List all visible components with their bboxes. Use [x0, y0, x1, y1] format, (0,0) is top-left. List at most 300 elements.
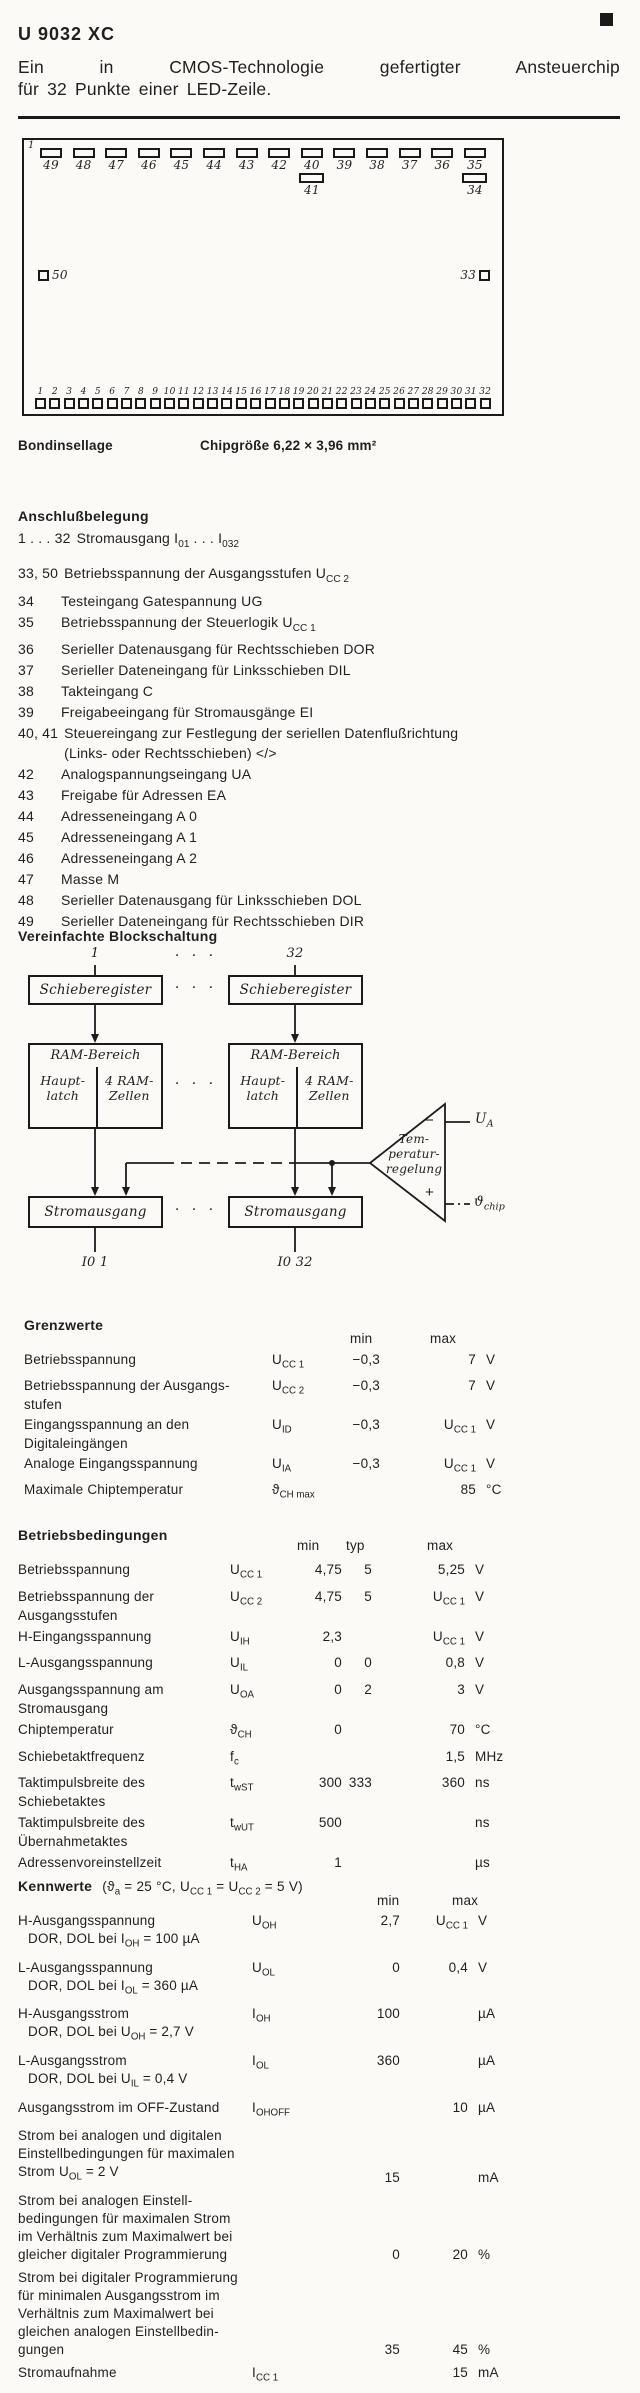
pad-number: 12 [192, 387, 205, 397]
param-name: Strom bei analogen Einstell- bedingungen für maximalen Strom im Verhältnis zum Maximalwert bei gleicher digitaler Programmierung [18, 2193, 233, 2263]
bond-pad [35, 398, 46, 409]
bond-pad-column [307, 387, 320, 409]
bond-pad [308, 398, 319, 409]
bond-pad [465, 398, 476, 409]
output-pin-label: I0 1 [81, 1255, 109, 1270]
bond-pad [203, 148, 225, 158]
value-min: 2,7 [380, 1913, 400, 1928]
unit: V [475, 1682, 485, 1698]
pin-number: 37 [18, 662, 34, 679]
value-min: −0,3 [352, 1456, 380, 1472]
analog-voltage-input-label: $U_A$ [475, 1111, 494, 1130]
param-name: Adressenvoreinstellzeit [18, 1855, 162, 1871]
pad-number-corner: 1 [28, 140, 35, 151]
table-row [18, 1587, 538, 1625]
bond-pad-column [321, 387, 334, 409]
unit: V [475, 1628, 485, 1644]
unit: µA [478, 2099, 496, 2115]
bond-pad [92, 398, 103, 409]
unit: mA [478, 2365, 499, 2381]
pin-assignment-row [18, 660, 622, 680]
param-symbol: $I_{CC 1}$ [252, 2365, 279, 2384]
bond-pad-column [378, 387, 391, 409]
bond-pad-column [264, 148, 294, 197]
pad-number: 2 [51, 387, 58, 397]
param-symbol: $U_{IA}$ [272, 1456, 292, 1475]
pad-number: 6 [109, 387, 116, 397]
pad-number: 32 [479, 387, 492, 397]
value-min: 0 [334, 1655, 342, 1671]
bond-pad [193, 398, 204, 409]
bond-pad-column [163, 387, 176, 409]
bond-pad [121, 398, 132, 409]
unit: V [475, 1588, 485, 1604]
pin-number: 43 [18, 787, 34, 804]
pin-number: 40, 41 [18, 725, 59, 742]
pin-number: 47 [18, 871, 34, 888]
right-bond-pad [460, 268, 490, 282]
bond-pad-column [464, 387, 477, 409]
bond-pad-column [460, 148, 490, 197]
pad-number: 42 [271, 158, 288, 172]
value-min: 300 [318, 1775, 342, 1791]
param-name: Eingangsspannung an den Digitaleingängen [24, 1417, 190, 1451]
unit: µA [478, 2053, 496, 2069]
param-symbol: $I_{OL}$ [252, 2053, 269, 2072]
table-row [24, 1455, 544, 1479]
unit: °C [475, 1722, 491, 1738]
table-row [18, 2364, 538, 2388]
value-min: 2,3 [322, 1628, 342, 1644]
bond-pad-column [450, 387, 463, 409]
value-min: 0 [392, 1959, 400, 1975]
bond-pad-column [264, 387, 277, 409]
pin-description: Adresseneingang A 0 [61, 808, 198, 825]
value-max [400, 2052, 468, 2094]
bond-pad [207, 398, 218, 409]
bond-pad [135, 398, 146, 409]
bond-pad [221, 398, 232, 409]
pad-number: 44 [206, 158, 222, 172]
pad-number: 19 [292, 387, 305, 397]
bond-pad-column [149, 387, 162, 409]
value-max: $U_{CC 1}$ [443, 1417, 476, 1436]
param-symbol: $ϑ_{CH max}$ [272, 1482, 315, 1502]
bond-pad [64, 398, 75, 409]
bond-pad [236, 148, 258, 158]
param-symbol: $U_{CC 1}$ [230, 1562, 263, 1581]
table-row [18, 2052, 538, 2094]
bond-pad [479, 270, 490, 281]
bond-pad-column [292, 387, 305, 409]
param-symbol: $U_{OA}$ [230, 1682, 254, 1701]
param-condition: DOR, DOL bei $I_{OL} = 360$ µA [28, 1977, 199, 1997]
bond-pad-column [436, 387, 449, 409]
column-header-typ: typ [346, 1538, 365, 1553]
pad-number: 10 [163, 387, 176, 397]
pin-description: Betriebsspannung der Ausgangsstufen $U_{CC 2}$ [64, 564, 350, 585]
pin-description: Stromausgang $I_{01}$ . . . $I_{032}$ [76, 530, 239, 550]
param-symbol: $U_{CC 2}$ [230, 1588, 263, 1608]
value-typ: 333 [348, 1775, 372, 1791]
bond-pad-column [101, 148, 131, 197]
section-heading-betriebsbedingungen: Betriebsbedingungen [18, 1526, 168, 1543]
bond-pad-column [395, 148, 425, 197]
value-typ [342, 1627, 372, 1652]
pad-number: 35 [467, 158, 483, 172]
value-min: 0 [392, 2247, 400, 2263]
kennwerte-condition: ($ϑ_a = 25$ °C, $U_{CC 1} = U_{CC 2} = 5$ V) [102, 1878, 303, 1898]
value-typ: 5 [364, 1562, 372, 1577]
param-symbol: $U_{OH}$ [252, 1913, 277, 1932]
bond-pad [301, 148, 323, 158]
pad-number: 22 [335, 387, 348, 397]
unit: V [486, 1352, 496, 1367]
param-name: Chiptemperatur [18, 1722, 114, 1738]
param-name: Betriebsspannung [24, 1352, 137, 1367]
bond-pad [265, 398, 276, 409]
bond-pad [73, 148, 95, 158]
pin-number: 33, 50 [18, 564, 59, 581]
pad-number: 15 [235, 387, 248, 397]
pin-number: 42 [18, 766, 34, 783]
param-name: Betriebsspannung [18, 1562, 131, 1577]
pad-number: 33 [460, 268, 476, 282]
bond-pad [351, 398, 362, 409]
pad-number: 7 [123, 387, 130, 397]
pin-number: 35 [18, 613, 34, 630]
value-max: 7 [468, 1378, 476, 1394]
column-index-label: 1 [90, 946, 100, 961]
param-symbol: $U_{OL}$ [252, 1959, 275, 1979]
bond-pad-column [235, 387, 248, 409]
pin-assignment-row [18, 890, 622, 910]
bond-pad [462, 173, 487, 183]
param-name: H-Ausgangsstrom DOR, DOL bei $U_{OH} = 2,7$ V [18, 2005, 252, 2047]
section-heading-anschlussbelegung: Anschlußbelegung [18, 507, 149, 524]
value-max: 360 [441, 1775, 465, 1791]
pad-number: 27 [407, 387, 420, 397]
table-row [18, 1627, 538, 1652]
pin-description: Adresseneingang A 2 [61, 850, 198, 867]
table-row [24, 1377, 544, 1414]
value-max: 0,8 [445, 1655, 465, 1671]
bond-pad [322, 398, 333, 409]
divider-rule [18, 116, 620, 119]
table-row [18, 1747, 538, 1772]
unit: mA [478, 2170, 499, 2186]
value-min: 15 [384, 2170, 400, 2186]
grenzwerte-table [24, 1351, 544, 1508]
table-row [18, 1720, 538, 1745]
bond-pad [437, 398, 448, 409]
pad-number: 21 [321, 387, 334, 397]
bond-pad-column [69, 148, 99, 197]
pad-number: 4 [80, 387, 87, 397]
bond-pad-column [106, 387, 119, 409]
ram-title: RAM-Bereich [50, 1048, 141, 1063]
pad-number: 24 [364, 387, 377, 397]
table-row [18, 1653, 538, 1678]
ram-cells-cell: 4 RAM- Zellen [296, 1067, 362, 1127]
bond-pad-column [91, 387, 104, 409]
value-max: $U_{CC 1}$ [432, 1588, 465, 1608]
pad-number: 28 [421, 387, 434, 397]
param-symbol: $I_{OH}$ [252, 2006, 271, 2026]
bond-pad [336, 398, 347, 409]
table-row [18, 1773, 538, 1811]
pad-number: 3 [66, 387, 73, 397]
value-typ: 2 [364, 1682, 372, 1698]
pin-number: 45 [18, 829, 34, 846]
bond-pad-column [364, 387, 377, 409]
bond-pad [480, 398, 491, 409]
pad-number: 49 [43, 158, 59, 172]
bond-pad [138, 148, 160, 158]
unit: MHz [475, 1748, 504, 1764]
bond-pad-column [177, 387, 190, 409]
pin-assignment-row [18, 848, 622, 868]
bond-pad-column [297, 148, 327, 197]
value-max: 15 [452, 2365, 468, 2381]
shift-register-box: Schieberegister [28, 975, 163, 1005]
pad-number: 47 [108, 158, 125, 172]
value-max [372, 1853, 465, 1878]
page-title: U 9032 XC [18, 24, 116, 45]
value-typ: 0 [364, 1655, 372, 1671]
bond-pad-column [249, 387, 262, 409]
pad-number: 1 [37, 387, 44, 397]
bond-pad [399, 148, 421, 158]
pad-number: 23 [350, 387, 362, 397]
pin-assignment-list [18, 528, 622, 932]
pad-number: 11 [178, 387, 190, 397]
param-name: Strom bei digitaler Programmierung für minimalen Ausgangsstrom im Verhältnis zum Maximalwert bei gleichen analogen Einstellbedin- gungen [18, 2270, 238, 2358]
param-condition: DOR, DOL bei $I_{OH} = 100$ µA [28, 1931, 200, 1950]
bond-pad [279, 398, 290, 409]
pin-description: Takteingang C [61, 683, 154, 700]
unit: µA [478, 2006, 496, 2022]
param-symbol: $t_{wUT}$ [230, 1815, 254, 1835]
value-max: 10 [452, 2099, 468, 2115]
main-latch-cell: Haupt- latch [40, 1073, 86, 1103]
column-index-label: 32 [286, 946, 304, 961]
param-symbol: $U_{ID}$ [272, 1417, 292, 1436]
param-symbol: $U_{CC 2}$ [272, 1378, 305, 1397]
pin-description: Betriebsspannung der Steuerlogik $U_{CC 1}$ [61, 613, 316, 634]
bond-pad-column [120, 387, 133, 409]
value-min: −0,3 [352, 1352, 380, 1367]
bond-pad-column [199, 148, 229, 197]
param-name: L-Ausgangsspannung [18, 1655, 153, 1671]
pad-number: 8 [137, 387, 144, 397]
shift-register-box: Schieberegister [228, 975, 363, 1005]
pad-number: 13 [206, 387, 219, 397]
bond-pad-column [48, 387, 61, 409]
pad-number: 16 [249, 387, 262, 397]
bond-pad [49, 398, 60, 409]
bond-pad [293, 398, 304, 409]
unit: V [478, 1913, 488, 1928]
caption-chip-size: Chipgröße 6,22 × 3,96 mm² [200, 438, 377, 453]
table-row [18, 2127, 538, 2187]
bond-pad [78, 398, 89, 409]
param-name: Ausgangsspannung am Stromausgang [18, 1682, 164, 1717]
table-row [18, 1959, 538, 2001]
minus-sign: − [425, 1112, 434, 1129]
param-name: Taktimpulsbreite des Schiebetaktes [18, 1775, 146, 1810]
pin-assignment-row [18, 563, 622, 590]
bond-pad-column [335, 387, 348, 409]
bond-pad-column [63, 387, 76, 409]
bond-pad [422, 398, 433, 409]
pin-description: Serieller Datenausgang für Rechtsschieben DOR [61, 641, 376, 658]
param-name: Analoge Eingangsspannung [24, 1456, 198, 1472]
pin-description: Freigabeeingang für Stromausgänge EI [61, 704, 314, 721]
pin-number: 44 [18, 808, 34, 825]
pad-number: 9 [152, 387, 159, 397]
param-symbol: $U_{CC 1}$ [272, 1352, 305, 1371]
section-heading-grenzwerte: Grenzwerte [24, 1316, 104, 1333]
pin-number: 39 [18, 704, 34, 721]
param-name: Schiebetaktfrequenz [18, 1748, 145, 1764]
pin-description: Serieller Dateneingang für Linksschieben DIL [61, 662, 351, 679]
table-row [18, 1560, 538, 1585]
column-header-max: max [430, 1331, 457, 1346]
pad-number: 25 [378, 387, 391, 397]
unit: °C [486, 1482, 502, 1498]
param-name: H-Ausgangsspannung DOR, DOL bei $I_{OH} = 100$ µA [18, 1912, 252, 1954]
pin-number: 38 [18, 683, 34, 700]
bond-pad [250, 398, 261, 409]
param-symbol: $t_{wST}$ [230, 1775, 254, 1795]
value-max: 7 [468, 1352, 476, 1367]
pad-number: 26 [393, 387, 406, 397]
pad-number: 30 [450, 387, 463, 397]
bond-pad [394, 398, 405, 409]
pin-assignment-row [18, 869, 622, 889]
column-header-min: min [350, 1331, 373, 1346]
param-name: L-Ausgangsstrom DOR, DOL bei $U_{IL} = 0,4$ V [18, 2052, 252, 2094]
unit: V [475, 1562, 485, 1577]
pin-number: 1 . . . 32 [18, 530, 71, 546]
unit: % [478, 2247, 491, 2263]
value-min [340, 1481, 380, 1505]
bond-pad-column [134, 387, 147, 409]
pin-assignment-row [18, 702, 622, 722]
kennwerte-title: Kennwerte [18, 1877, 93, 1894]
value-max: 1,5 [445, 1748, 465, 1764]
table-row [18, 1813, 538, 1851]
value-min: −0,3 [352, 1417, 380, 1433]
ellipsis: · · · [174, 1202, 218, 1218]
kennwerte-table [18, 1912, 538, 2393]
table-row [18, 1912, 538, 1954]
output-pin-label: I0 32 [277, 1255, 313, 1270]
pin-assignment-row [18, 591, 622, 611]
pin-description: Steuereingang zur Festlegung der seriellen Datenflußrichtung (Links- oder Rechtsschieben) </> [64, 725, 459, 762]
bond-pad [431, 148, 453, 158]
bond-pad [365, 398, 376, 409]
param-name: H-Eingangsspannung [18, 1628, 152, 1644]
value-min [300, 1747, 342, 1772]
ram-title: RAM-Bereich [250, 1048, 341, 1063]
unit: µs [475, 1855, 490, 1871]
current-output-box: Stromausgang [228, 1196, 363, 1228]
bond-pad-column [329, 148, 359, 197]
value-min [332, 2364, 400, 2388]
pad-number: 46 [140, 158, 157, 172]
unit: ns [475, 1775, 490, 1791]
column-header-max: max [452, 1893, 479, 1908]
betriebsbedingungen-table [18, 1560, 538, 1880]
bond-pad [333, 148, 355, 158]
param-name: L-Ausgangsspannung DOR, DOL bei $I_{OL} = 360$ µA [18, 1959, 252, 2001]
pad-number: 48 [75, 158, 92, 172]
param-name: Strom bei analogen und digitalen Einstellbedingungen für maximalen Strom $U_{OL} = 2$ V [18, 2128, 235, 2184]
table-row [18, 2192, 538, 2264]
param-name: Maximale Chiptemperatur [24, 1482, 184, 1498]
bond-pad [366, 148, 388, 158]
pad-number: 39 [336, 158, 353, 172]
pad-number: 41 [304, 183, 320, 197]
bond-pad-column [232, 148, 262, 197]
pin-assignment-row [18, 806, 622, 826]
pin-number: 46 [18, 850, 34, 867]
param-symbol: $I_{OHOFF}$ [252, 2099, 290, 2119]
pin-description: Serieller Dateneingang für Rechtsschieben DIR [61, 913, 365, 930]
unit: % [478, 2342, 491, 2358]
bond-pad [268, 148, 290, 158]
intro-line-1: Ein in CMOS-Technologie gefertigter Ansteuerchip [18, 56, 620, 77]
ram-block [28, 1043, 163, 1129]
value-max: $U_{CC 1}$ [432, 1628, 465, 1648]
ram-block [228, 1043, 363, 1129]
bond-pad-column [421, 387, 434, 409]
param-symbol: $f_c$ [230, 1748, 239, 1768]
value-min: 0 [334, 1682, 342, 1698]
value-min: 100 [376, 2006, 400, 2022]
value-typ [342, 1720, 372, 1745]
pad-number: 43 [238, 158, 255, 172]
top-pads-row [36, 148, 490, 197]
pad-number: 17 [264, 387, 276, 397]
pad-number: 31 [464, 387, 477, 397]
table-row [18, 1853, 538, 1878]
bond-pad-column [278, 387, 291, 409]
bond-pad [408, 398, 419, 409]
param-condition: DOR, DOL bei $U_{IL} = 0,4$ V [28, 2071, 188, 2090]
table-row [18, 2269, 538, 2359]
value-min: 0 [334, 1722, 342, 1738]
bond-pad [38, 270, 49, 281]
pad-number: 45 [173, 158, 190, 172]
bond-pad [451, 398, 462, 409]
bond-pad [178, 398, 189, 409]
value-typ: 5 [364, 1588, 372, 1604]
bond-pad [464, 148, 486, 158]
table-row [24, 1416, 544, 1453]
value-typ [342, 1813, 372, 1851]
pin-description: Adresseneingang A 1 [61, 829, 198, 846]
pin-description: Masse M [61, 871, 120, 888]
bond-pad-column [34, 387, 47, 409]
pad-number: 20 [307, 387, 319, 397]
value-min: 500 [318, 1815, 342, 1831]
value-min: 4,75 [314, 1588, 342, 1604]
value-max: 85 [460, 1482, 476, 1498]
caption-bondinsellage: Bondinsellage [18, 438, 113, 453]
